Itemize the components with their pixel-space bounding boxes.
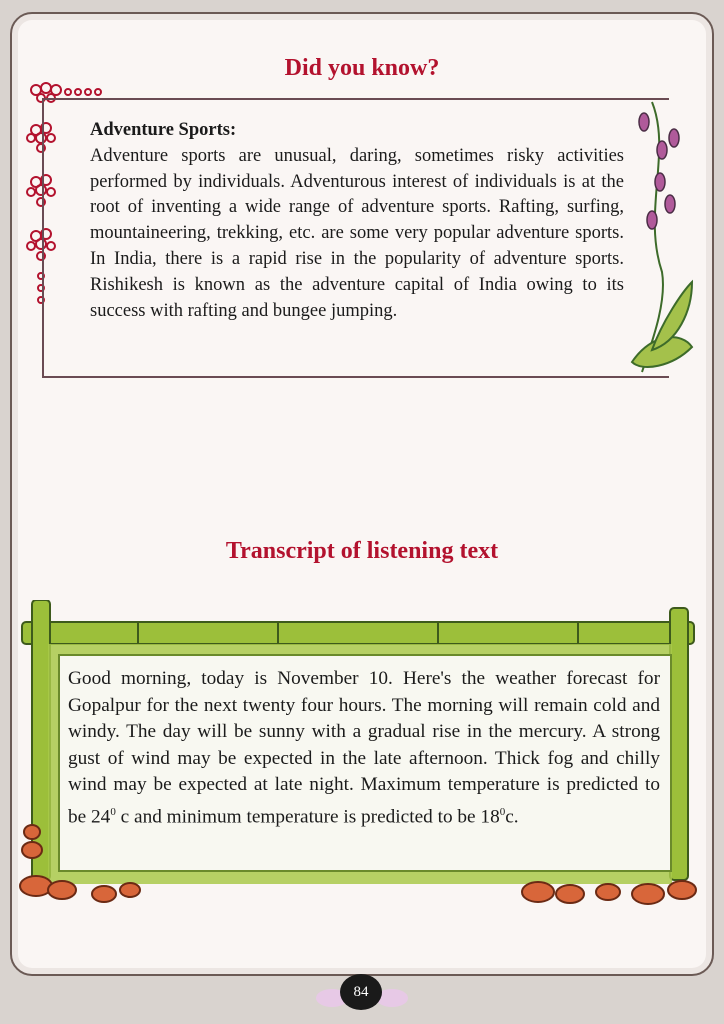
transcript-title: Transcript of listening text <box>225 538 499 564</box>
adventure-sports-heading: Adventure Sports: <box>90 120 237 140</box>
weather-forecast-transcript: Good morning, today is November 10. Here's the weather forecast for Gopalpur for the next twenty four hours. The morning will remain cold and windy. The day will be sunny with a gradual rise in the mercury. A strong gust of wind may be expected in the late afternoon. Thick fog and chilly wind may be expected at late night. Maximum temperature is predicted to be $24^0$ c and minimum temperature is predicted to be $18^0c$. <box>68 668 660 828</box>
adventure-sports-paragraph <box>90 118 624 324</box>
did-you-know-title: Did you know? <box>284 55 440 81</box>
adventure-sports-body: Adventure sports are unusual, daring, sometimes risky activities performed by individuals. Adventurous interest of individuals is at the root of inventing a wide range of adventure sports. Rafting, surfing, mountaineering, trekking, etc. are some very popular adventure sports. In India, there is a rapid rise in the popularity of adventure sports. Rishikesh is known as the adventure capital of India owing to its success with rafting and bungee jumping. <box>90 145 624 321</box>
lavender-flower-icon <box>612 92 702 382</box>
page-number: 84 <box>340 974 382 1010</box>
